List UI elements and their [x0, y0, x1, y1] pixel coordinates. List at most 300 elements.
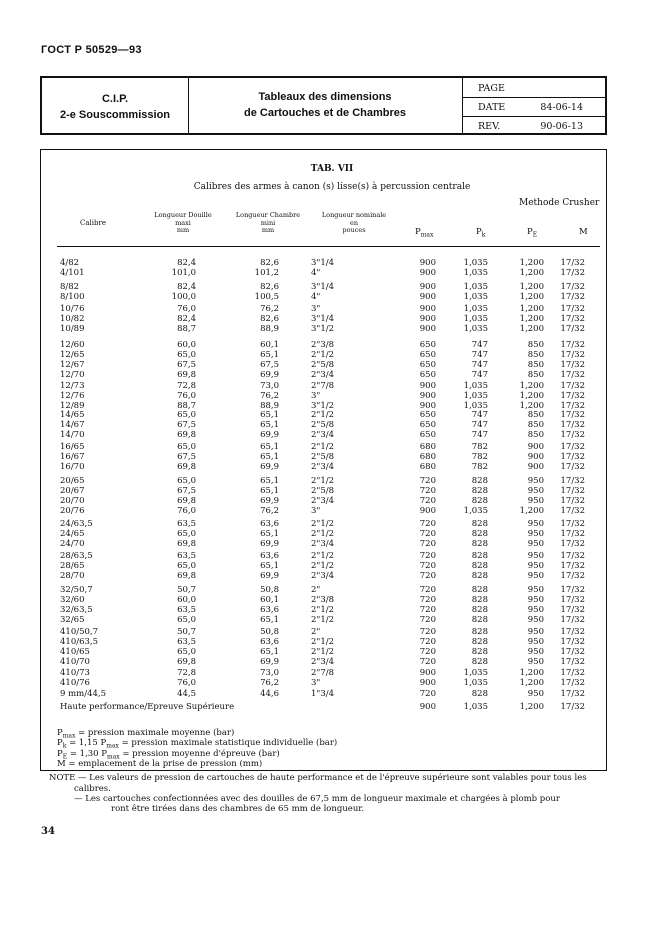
cell-pe: 950: [527, 561, 544, 572]
cell-calibre: 12/65: [60, 350, 85, 361]
cell-calibre: 28/65: [60, 561, 85, 572]
cell-pe: 950: [527, 539, 544, 550]
cell-nominale: 2"3/4: [311, 462, 334, 473]
cell-pe: 1,200: [519, 268, 544, 279]
cell-m: 17/32: [560, 647, 585, 658]
cell-pk: 828: [471, 605, 488, 616]
cell-m: 17/32: [560, 442, 585, 452]
cell-pe: 850: [527, 420, 544, 431]
cell-nominale: 3": [311, 506, 321, 517]
cell-chambre: 65,1: [260, 476, 279, 486]
table-number: TAB. VII: [310, 164, 354, 174]
cell-pe: 950: [527, 615, 544, 626]
cell-pe: 950: [527, 595, 544, 606]
cell-pk: 828: [471, 561, 488, 572]
cell-chambre: 69,9: [260, 496, 279, 507]
cell-m: 17/32: [560, 637, 585, 648]
cell-nominale: 4": [311, 268, 321, 279]
cell-m: 17/32: [560, 595, 585, 606]
cell-chambre: 82,6: [260, 258, 279, 268]
cell-pe: 1,200: [519, 400, 544, 411]
cell-pk: 1,035: [463, 506, 488, 517]
cell-calibre: 9 mm/44,5: [60, 689, 107, 699]
cell-m: 17/32: [560, 390, 585, 401]
cell-nominale: 2"3/8: [311, 340, 334, 350]
cell-pe: 950: [527, 476, 544, 486]
cell-m: 17/32: [560, 585, 585, 595]
cell-nominale: 3": [311, 304, 321, 314]
cell-douille: 69,8: [177, 496, 196, 507]
cell-pe: 950: [527, 529, 544, 540]
cell-pe: 850: [527, 360, 544, 371]
cell-calibre: 8/100: [60, 292, 85, 303]
cell-pmax: 900: [419, 380, 436, 391]
cell-m: 17/32: [560, 561, 585, 572]
cell-calibre: 410/65: [60, 647, 90, 658]
cell-chambre: 65,1: [260, 529, 279, 540]
cell-nominale: 2"3/4: [311, 539, 334, 550]
cell-m: 17/32: [560, 314, 585, 325]
cell-pk: 747: [471, 360, 488, 371]
cell-pe: 1,200: [519, 292, 544, 303]
cell-nominale: 2"1/2: [311, 410, 334, 420]
cell-pmax: 720: [419, 627, 436, 637]
cell-pe: 850: [527, 350, 544, 361]
cell-pe: 850: [527, 340, 544, 350]
cell-m: 17/32: [560, 627, 585, 637]
cell-calibre: 24/65: [60, 529, 85, 540]
cell-pk: 1,035: [463, 268, 488, 279]
cell-calibre: 10/76: [60, 304, 85, 314]
cell-chambre: 76,2: [260, 390, 279, 401]
col-pe-header: $P_E$: [527, 227, 538, 239]
cell-douille: 65,0: [177, 647, 196, 658]
cell-pe: 950: [527, 657, 544, 668]
legend-m: M = emplacement de la prise de pression (mm): [57, 759, 263, 769]
cell-pe: 950: [527, 486, 544, 497]
cell-douille: 100,0: [171, 292, 196, 303]
cell-m: 17/32: [560, 519, 585, 529]
cell-douille: 82,4: [177, 314, 196, 325]
cell-m: 17/32: [560, 462, 585, 473]
cell-pk: 828: [471, 585, 488, 595]
cell-m: 17/32: [560, 360, 585, 371]
cell-pmax: 900: [419, 677, 436, 688]
cell-pe: 900: [527, 442, 544, 452]
cell-chambre: 73,0: [260, 667, 279, 678]
cell-pmax: 720: [419, 476, 436, 486]
cell-pe: 1,200: [519, 390, 544, 401]
cell-pe: 950: [527, 571, 544, 582]
cell-pk: 828: [471, 486, 488, 497]
cell-chambre: 73,0: [260, 380, 279, 391]
cell-chambre: 88,9: [260, 324, 279, 335]
cell-pmax: 650: [419, 420, 436, 431]
cell-pk: 828: [471, 539, 488, 550]
cell-pmax: 900: [419, 667, 436, 678]
cell-calibre: 410/50,7: [60, 627, 99, 637]
cell-calibre: 12/67: [60, 360, 85, 371]
cell-pmax: 720: [419, 519, 436, 529]
cell-douille: 69,8: [177, 462, 196, 473]
cell-douille: 63,5: [177, 605, 196, 616]
cell-pe: 950: [527, 627, 544, 637]
cell-douille: 69,8: [177, 539, 196, 550]
page-label: PAGE: [478, 83, 505, 94]
cell-chambre: 69,9: [260, 430, 279, 441]
cell-pmax: 720: [419, 657, 436, 668]
cell-chambre: 76,2: [260, 677, 279, 688]
cell-douille: 76,0: [177, 304, 196, 314]
note-2b: ront être tirées dans des chambres de 65 mm de longueur.: [111, 804, 365, 814]
cell-douille: 65,0: [177, 476, 196, 486]
cell-pk: 1,035: [463, 400, 488, 411]
cell-nominale: 2": [311, 627, 321, 637]
cell-pe: 1,200: [519, 506, 544, 517]
cell-douille: 50,7: [177, 585, 196, 595]
cell-pe: 950: [527, 551, 544, 561]
cell-nominale: 2"1/2: [311, 476, 334, 486]
commission-name: 2-e Souscommission: [59, 109, 171, 121]
cell-pe: 850: [527, 370, 544, 381]
cell-pk: 828: [471, 476, 488, 486]
cell-nominale: 2"1/2: [311, 551, 334, 561]
cell-nominale: 3"1/2: [311, 400, 334, 411]
col-pmax-header: $P_{max}$: [415, 227, 434, 239]
cell-chambre: 65,1: [260, 420, 279, 431]
cell-pmax: 720: [419, 529, 436, 540]
cell-nominale: 2"3/4: [311, 430, 334, 441]
method-label: Methode Crusher: [519, 198, 600, 208]
cell-nominale: 2"1/2: [311, 615, 334, 626]
header-org-cell: [42, 78, 189, 133]
note-1a: NOTE — Les valeurs de pression de cartouches de haute performance et de l'épreuve supérieure sont valables pour tous les: [49, 773, 587, 783]
header-rule: [57, 246, 600, 247]
cell-pmax: 720: [419, 689, 436, 699]
cell-nominale: 2"3/8: [311, 595, 334, 606]
cell-douille: 65,0: [177, 561, 196, 572]
cell-pk: 828: [471, 551, 488, 561]
cell-nominale: 3"1/4: [311, 314, 334, 325]
cell-nominale: 2"1/2: [311, 442, 334, 452]
cell-douille: 72,8: [177, 667, 196, 678]
cell-m: 17/32: [560, 420, 585, 431]
cell-pk: 747: [471, 410, 488, 420]
date-label: DATE: [478, 102, 506, 113]
cell-pmax: 900: [419, 258, 436, 268]
cell-douille: 65,0: [177, 529, 196, 540]
cell-pe: 1,200: [519, 304, 544, 314]
cell-pmax: 900: [419, 324, 436, 335]
cell-chambre: 65,1: [260, 410, 279, 420]
cell-m: 17/32: [560, 506, 585, 517]
cell-chambre: 63,6: [260, 551, 279, 561]
header-title-cell: [188, 78, 463, 133]
cell-douille: 67,5: [177, 486, 196, 497]
cell-pmax: 720: [419, 551, 436, 561]
cell-m: 17/32: [560, 486, 585, 497]
cell-calibre: 32/63,5: [60, 605, 93, 616]
cell-pk: 1,035: [463, 380, 488, 391]
cell-pmax: 680: [419, 452, 436, 463]
cell-calibre: 14/70: [60, 430, 85, 441]
cell-calibre: 4/82: [60, 258, 80, 268]
cell-calibre: 4/101: [60, 268, 85, 279]
cell-douille: 60,0: [177, 340, 196, 350]
cell-m: 17/32: [560, 370, 585, 381]
cell-pmax: 650: [419, 410, 436, 420]
cell-chambre: 50,8: [260, 627, 279, 637]
cell-pe: 1,200: [519, 324, 544, 335]
cell-chambre: 65,1: [260, 561, 279, 572]
cell-calibre: 14/65: [60, 410, 85, 420]
header-meta-cell: [462, 78, 605, 133]
cell-pmax: 720: [419, 605, 436, 616]
note-2a: — Les cartouches confectionnées avec des douilles de 67,5 mm de longueur maximale et chargées à plomb pour: [74, 794, 560, 804]
cell-chambre: 65,1: [260, 350, 279, 361]
cell-douille: 60,0: [177, 595, 196, 606]
cell-pe: 950: [527, 605, 544, 616]
cell-nominale: 2"5/8: [311, 360, 334, 371]
cell-nominale: 2"1/2: [311, 605, 334, 616]
cell-chambre: 69,9: [260, 370, 279, 381]
cell-m: 17/32: [560, 476, 585, 486]
cell-pmax: 650: [419, 370, 436, 381]
cell-pe: 1,200: [519, 677, 544, 688]
cell-nominale: 4": [311, 292, 321, 303]
cell-m: 17/32: [560, 539, 585, 550]
cell-douille: 82,4: [177, 258, 196, 268]
col-pk-header: $P_k$: [476, 227, 486, 239]
cell-nominale: 2"1/2: [311, 519, 334, 529]
col-calibre-header: Calibre: [80, 219, 106, 227]
cell-chambre: 76,2: [260, 304, 279, 314]
cell-pk: 1,035: [463, 390, 488, 401]
cell-calibre: 16/65: [60, 442, 85, 452]
cell-m: 17/32: [560, 258, 585, 268]
cell-calibre: 14/67: [60, 420, 85, 431]
cell-nominale: 2"3/4: [311, 657, 334, 668]
cell-nominale: 2"1/2: [311, 637, 334, 648]
cell-pk: 747: [471, 350, 488, 361]
cell-pmax: 720: [419, 615, 436, 626]
cell-pmax: 720: [419, 585, 436, 595]
haute-pmax: 900: [419, 702, 436, 712]
cell-nominale: 2"7/8: [311, 380, 334, 391]
cell-pk: 828: [471, 689, 488, 699]
cell-douille: 88,7: [177, 324, 196, 335]
cell-pk: 828: [471, 529, 488, 540]
cell-pe: 950: [527, 496, 544, 507]
cell-m: 17/32: [560, 452, 585, 463]
cell-pmax: 900: [419, 292, 436, 303]
cell-nominale: 2"5/8: [311, 486, 334, 497]
cell-calibre: 12/73: [60, 380, 85, 391]
cell-pmax: 900: [419, 304, 436, 314]
cell-chambre: 101,2: [254, 268, 279, 279]
cell-pk: 828: [471, 571, 488, 582]
cell-nominale: 2"5/8: [311, 452, 334, 463]
col-nominale-header: Longueur nominale en pouces: [321, 211, 387, 234]
cell-douille: 44,5: [177, 689, 196, 699]
col-m-header: M: [579, 227, 588, 237]
cell-m: 17/32: [560, 571, 585, 582]
cell-douille: 88,7: [177, 400, 196, 411]
cell-douille: 101,0: [171, 268, 196, 279]
cell-calibre: 8/82: [60, 282, 80, 292]
cell-chambre: 88,9: [260, 400, 279, 411]
cell-pmax: 720: [419, 539, 436, 550]
cell-chambre: 100,5: [254, 292, 279, 303]
cell-chambre: 69,9: [260, 571, 279, 582]
cell-douille: 69,8: [177, 430, 196, 441]
org-name: C.I.P.: [101, 93, 129, 105]
cell-douille: 76,0: [177, 677, 196, 688]
rev-value: 90-06-13: [540, 121, 583, 132]
cell-pk: 1,035: [463, 292, 488, 303]
cell-chambre: 65,1: [260, 452, 279, 463]
title-line2: de Cartouches et de Chambres: [244, 107, 406, 119]
cell-m: 17/32: [560, 657, 585, 668]
cell-douille: 65,0: [177, 615, 196, 626]
cell-pmax: 680: [419, 462, 436, 473]
cell-nominale: 2"1/2: [311, 647, 334, 658]
haute-pe: 1,200: [519, 702, 544, 712]
col-chambre-header: Longueur Chambre mini mm: [235, 211, 301, 234]
cell-m: 17/32: [560, 615, 585, 626]
cell-pe: 1,200: [519, 282, 544, 292]
cell-douille: 63,5: [177, 637, 196, 648]
cell-douille: 72,8: [177, 380, 196, 391]
cell-nominale: 2": [311, 585, 321, 595]
cell-m: 17/32: [560, 496, 585, 507]
page-number: 34: [41, 826, 55, 837]
table-caption: Calibres des armes à canon (s) lisse(s) à percussion centrale: [193, 182, 471, 192]
cell-chambre: 50,8: [260, 585, 279, 595]
cell-pe: 850: [527, 410, 544, 420]
cell-nominale: 3": [311, 677, 321, 688]
date-row: [462, 97, 605, 117]
cell-m: 17/32: [560, 292, 585, 303]
cell-pk: 828: [471, 595, 488, 606]
cell-pmax: 650: [419, 340, 436, 350]
cell-chambre: 82,6: [260, 314, 279, 325]
cell-pmax: 680: [419, 442, 436, 452]
cell-nominale: 2"5/8: [311, 420, 334, 431]
cell-calibre: 410/63,5: [60, 637, 99, 648]
cell-chambre: 69,9: [260, 539, 279, 550]
cell-pk: 1,035: [463, 324, 488, 335]
cell-calibre: 12/89: [60, 400, 85, 411]
legend-pmax: $P_{max}$ = pression maximale moyenne (bar): [57, 728, 235, 740]
cell-chambre: 65,1: [260, 647, 279, 658]
cell-m: 17/32: [560, 677, 585, 688]
cell-pmax: 900: [419, 390, 436, 401]
cell-calibre: 32/50,7: [60, 585, 93, 595]
cell-pe: 950: [527, 647, 544, 658]
cell-douille: 65,0: [177, 442, 196, 452]
cell-chambre: 69,9: [260, 657, 279, 668]
cell-calibre: 410/73: [60, 667, 90, 678]
cell-pmax: 720: [419, 595, 436, 606]
cell-m: 17/32: [560, 410, 585, 420]
cell-calibre: 20/65: [60, 476, 85, 486]
col-douille-header: Longueur Douille maxi mm: [154, 211, 212, 234]
cell-calibre: 16/70: [60, 462, 85, 473]
cell-pmax: 650: [419, 360, 436, 371]
cell-nominale: 2"1/2: [311, 529, 334, 540]
page-row: [462, 78, 605, 98]
cell-nominale: 1"3/4: [311, 689, 334, 699]
cell-chambre: 65,1: [260, 486, 279, 497]
cell-douille: 69,8: [177, 657, 196, 668]
rev-label: REV.: [478, 121, 501, 132]
cell-douille: 63,5: [177, 551, 196, 561]
cell-pk: 782: [471, 452, 488, 463]
cell-pmax: 650: [419, 430, 436, 441]
cell-pe: 850: [527, 430, 544, 441]
cell-chambre: 44,6: [260, 689, 279, 699]
cell-nominale: 3": [311, 390, 321, 401]
cell-nominale: 3"1/2: [311, 324, 334, 335]
cell-pe: 1,200: [519, 258, 544, 268]
cell-pmax: 900: [419, 314, 436, 325]
cell-nominale: 2"3/4: [311, 370, 334, 381]
cell-calibre: 32/60: [60, 595, 85, 606]
cell-pk: 1,035: [463, 282, 488, 292]
cell-m: 17/32: [560, 304, 585, 314]
cell-chambre: 69,9: [260, 462, 279, 473]
cell-nominale: 2"3/4: [311, 571, 334, 582]
cell-chambre: 63,6: [260, 519, 279, 529]
cell-pe: 1,200: [519, 667, 544, 678]
cell-chambre: 76,2: [260, 506, 279, 517]
cell-pe: 1,200: [519, 380, 544, 391]
cell-pe: 900: [527, 462, 544, 473]
cell-pk: 828: [471, 496, 488, 507]
cell-pe: 950: [527, 585, 544, 595]
cell-pk: 782: [471, 442, 488, 452]
cell-m: 17/32: [560, 667, 585, 678]
cell-chambre: 67,5: [260, 360, 279, 371]
cell-calibre: 10/89: [60, 324, 85, 335]
cell-calibre: 410/70: [60, 657, 90, 668]
cell-pk: 828: [471, 657, 488, 668]
cell-nominale: 2"3/4: [311, 496, 334, 507]
cell-chambre: 63,6: [260, 605, 279, 616]
legend-pe: $P_E = 1,30$ $P_{max}$ = pression moyenne d'épreuve (bar): [57, 749, 280, 761]
cell-nominale: 3"1/4: [311, 282, 334, 292]
cell-douille: 65,0: [177, 410, 196, 420]
cell-pk: 828: [471, 627, 488, 637]
cell-calibre: 12/70: [60, 370, 85, 381]
cell-douille: 76,0: [177, 506, 196, 517]
cell-pmax: 720: [419, 637, 436, 648]
cell-pk: 1,035: [463, 314, 488, 325]
cell-pmax: 720: [419, 486, 436, 497]
cell-m: 17/32: [560, 551, 585, 561]
cell-douille: 50,7: [177, 627, 196, 637]
cell-pk: 747: [471, 370, 488, 381]
cell-pe: 1,200: [519, 314, 544, 325]
cell-calibre: 28/70: [60, 571, 85, 582]
cell-calibre: 20/67: [60, 486, 85, 497]
cell-calibre: 24/63,5: [60, 519, 93, 529]
rev-row: [462, 116, 605, 135]
cell-calibre: 28/63,5: [60, 551, 93, 561]
cell-m: 17/32: [560, 340, 585, 350]
cell-douille: 67,5: [177, 452, 196, 463]
